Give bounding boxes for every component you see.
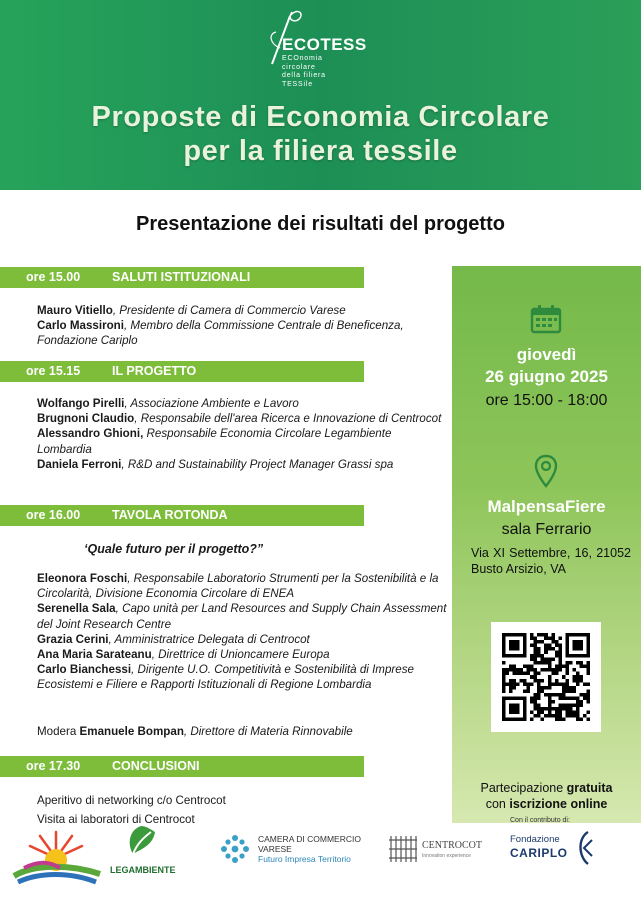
- speaker: [37, 571, 447, 601]
- section-label: SALUTI ISTITUZIONALI: [112, 270, 251, 284]
- camera-line3: Futuro Impresa Territorio: [258, 854, 351, 864]
- event-info-panel: [452, 266, 641, 823]
- speaker-role: , Amministratrice Delegata di Centrocot: [108, 632, 310, 646]
- cariplo-mark-icon: [574, 830, 594, 866]
- speaker-role: , Capo unità per Land Resources and Supply Chain Assessment del Joint Research Centre: [37, 602, 447, 631]
- moderator-name: Emanuele Bompan: [79, 725, 184, 738]
- cariplo-line1: Fondazione: [510, 834, 560, 845]
- speaker-name: Carlo Bianchessi: [37, 663, 132, 677]
- legambiente-logo: [110, 824, 176, 875]
- speaker-role: , Associazione Ambiente e Lavoro: [124, 397, 299, 410]
- event-date: 26 giugno 2025: [485, 367, 608, 386]
- speaker-role: , Responsabile Laboratorio Strumenti per la Sostenibilità e la Circolarità, Divisione Economia Circolare di ENEA: [37, 572, 439, 601]
- section-time: ore 15.15: [26, 364, 81, 378]
- speaker: [37, 632, 447, 647]
- camera-text: [258, 834, 361, 864]
- speaker: [37, 303, 447, 318]
- speaker-role: Responsabile Economia Circolare Legambiente Lombardia: [37, 427, 392, 456]
- page-title: [0, 100, 641, 168]
- participation-mid: con: [485, 797, 510, 811]
- speaker: [37, 601, 447, 631]
- logo-tagline: [282, 55, 326, 89]
- speaker-name: Ana Maria Sarateanu: [37, 648, 152, 662]
- dots-cross-icon: [220, 834, 250, 864]
- speaker-role: , Direttrice di Unioncamere Europa: [151, 648, 330, 662]
- speaker: [37, 647, 447, 662]
- moderator-prefix: Modera: [37, 725, 80, 738]
- section-time: ore 17.30: [26, 759, 81, 773]
- speaker-list: [37, 396, 447, 472]
- participation-line1: [452, 780, 641, 796]
- contribution-label: Con il contributo di:: [510, 817, 570, 824]
- registration-qr-code[interactable]: [491, 622, 601, 732]
- centrocot-text: CENTROCOT: [422, 840, 482, 851]
- cariplo-line2: CARIPLO: [510, 846, 568, 860]
- event-hours: ore 15:00 - 18:00: [485, 392, 608, 409]
- speaker: [37, 318, 447, 348]
- participation-prefix: Partecipazione: [480, 781, 567, 795]
- leaf-icon: [123, 824, 159, 858]
- camera-line2: VARESE: [258, 844, 292, 854]
- logo-tagline-line: della filiera: [282, 72, 326, 79]
- speaker-list: [37, 571, 447, 693]
- section-time: ore 15.00: [26, 270, 81, 284]
- sun-logo-icon: [10, 828, 102, 888]
- qr-code-pattern[interactable]: [502, 633, 590, 721]
- speaker: [37, 411, 447, 426]
- camera-line1: CAMERA DI COMMERCIO: [258, 834, 361, 844]
- speaker-role: , Presidente di Camera di Commercio Varese: [112, 304, 346, 317]
- participation-online-link[interactable]: iscrizione online: [509, 797, 608, 811]
- location-pin-icon: [534, 454, 558, 488]
- logo-tagline-line: ECOnomia: [282, 55, 323, 62]
- logo-tagline-line: circolare: [282, 63, 316, 71]
- event-room: sala Ferrario: [501, 521, 592, 538]
- event-address: Via XI Settembre, 16, 21052 Busto Arsizio, VA: [471, 546, 631, 576]
- ecotess-logo: [266, 8, 376, 94]
- centrocot-logo: [388, 834, 492, 866]
- event-venue: MalpensaFiere: [487, 497, 606, 516]
- speaker-name: Wolfango Pirelli: [37, 397, 125, 410]
- page-title-line2: per la filiera tessile: [183, 135, 458, 167]
- section-band-conclusioni: [0, 756, 364, 777]
- speaker: [37, 662, 447, 692]
- moderator: [37, 724, 447, 739]
- subtitle: Presentazione dei risultati del progetto: [136, 213, 505, 235]
- speaker-name: Eleonora Foschi: [37, 572, 128, 585]
- section-band-progetto: [0, 361, 364, 382]
- participation-info: [452, 780, 641, 812]
- speaker: [37, 396, 447, 411]
- speaker-name: Carlo Massironi: [37, 319, 124, 333]
- speaker-name: Mauro Vitiello: [37, 304, 113, 317]
- event-day: giovedì: [516, 345, 577, 364]
- conclusion-item: Visita ai laboratori di Centrocot: [37, 813, 195, 826]
- speaker-role: , Dirigente U.O. Competitività e Sostenibilità di Imprese Ecosistemi e Filiere e Rapporti Istituzionali di Regione Lombardia: [37, 663, 414, 692]
- speaker-name: Daniela Ferroni: [37, 457, 122, 471]
- speaker-name: Brugnoni Claudio: [37, 412, 135, 426]
- centrocot-subtext: Innovation experience: [422, 853, 471, 859]
- section-label: TAVOLA ROTONDA: [112, 508, 228, 522]
- legambiente-text: LEGAMBIENTE: [110, 865, 176, 875]
- speaker: [37, 426, 447, 456]
- speaker-list: [37, 303, 447, 349]
- participation-free: gratuita: [566, 781, 613, 795]
- speaker-name: Grazia Cerini: [37, 632, 109, 646]
- section-band-saluti: [0, 267, 364, 288]
- camera-commercio-logo: [218, 832, 368, 872]
- round-table-question: ‘Quale futuro per il progetto?”: [84, 542, 264, 556]
- conclusion-item: Aperitivo di networking c/o Centrocot: [37, 794, 226, 807]
- speaker-role: , Membro della Commissione Centrale di Beneficenza, Fondazione Cariplo: [37, 319, 404, 348]
- speaker-name: Serenella Sala: [37, 602, 116, 616]
- grid-logo-icon: [388, 834, 418, 864]
- section-band-tavola: [0, 505, 364, 526]
- speaker-role: , R&D and Sustainability Project Manager Grassi spa: [121, 457, 394, 471]
- speaker-name: Alessandro Ghioni,: [37, 427, 144, 441]
- page-title-line1: Proposte di Economia Circolare: [91, 101, 550, 133]
- logo-tagline-line: TESSile: [282, 80, 313, 88]
- section-label: CONCLUSIONI: [112, 759, 200, 773]
- moderator-role: , Direttore di Materia Rinnovabile: [183, 725, 353, 738]
- section-label: IL PROGETTO: [112, 364, 197, 378]
- calendar-icon: [530, 304, 562, 334]
- participation-line2: [452, 796, 641, 812]
- speaker: [37, 457, 447, 472]
- speaker-role: , Responsabile dell'area Ricerca e Innovazione di Centrocot: [134, 412, 442, 426]
- header-banner: [0, 0, 641, 190]
- logo-name: ECOTESS: [282, 35, 367, 54]
- section-time: ore 16.00: [26, 508, 81, 522]
- conclusion-list: [37, 791, 447, 829]
- cariplo-logo: [508, 830, 598, 870]
